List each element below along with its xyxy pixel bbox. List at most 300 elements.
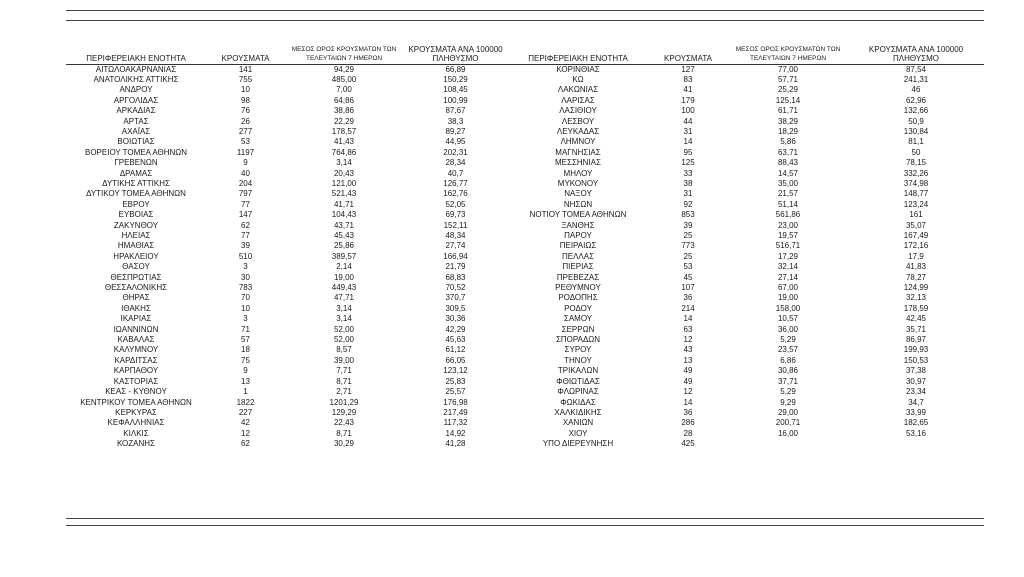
left-region-name: ΔΥΤΙΚΟΥ ΤΟΜΕΑ ΑΘΗΝΩΝ	[86, 189, 186, 199]
left-cases-count: 62	[241, 439, 250, 449]
left-avg-7day: 19,00	[333, 272, 355, 282]
right-avg-7day: 19,00	[777, 293, 799, 303]
right-avg-7day: 32,14	[777, 262, 799, 272]
left-cases-count: 42	[241, 418, 250, 428]
left-region-name: ΙΩΑΝΝΙΝΩΝ	[113, 324, 159, 334]
left-region-name: ΕΒΡΟΥ	[122, 199, 150, 209]
left-per-100k: 48,34	[445, 231, 466, 240]
right-avg-7day: 35,00	[777, 178, 799, 188]
table-row	[66, 200, 984, 210]
left-region-name: ΑΝΔΡΟΥ	[119, 85, 153, 95]
left-per-100k: 14,92	[445, 428, 466, 438]
header-cases-left: ΚΡΟΥΣΜΑΤΑ	[206, 44, 285, 64]
table-row	[66, 314, 984, 324]
header-cases-right: ΚΡΟΥΣΜΑΤΑ	[648, 44, 728, 64]
right-cases-count: 45	[683, 272, 693, 282]
right-avg-7day: 19,57	[777, 231, 799, 240]
right-region-name: ΡΕΘΥΜΝΟΥ	[555, 283, 601, 293]
table-row	[66, 241, 984, 251]
right-per-100k: 17,9	[908, 251, 924, 261]
right-region-name: ΣΥΡΟΥ	[564, 345, 592, 355]
right-avg-7day: 17,29	[777, 251, 799, 261]
right-avg-7day: 16,00	[777, 428, 799, 438]
left-avg-7day: 178,57	[331, 126, 357, 136]
left-cases-count: 18	[241, 345, 250, 355]
left-cases-count: 510	[238, 251, 253, 261]
right-per-100k: 33,99	[905, 407, 927, 417]
right-cases-count: 43	[683, 345, 693, 355]
right-region-name: ΦΘΙΩΤΙΔΑΣ	[556, 376, 600, 386]
table-row	[66, 335, 984, 345]
left-per-100k: 166,94	[443, 251, 468, 261]
left-region-name: ΑΡΤΑΣ	[123, 116, 149, 126]
header-region-right: ΠΕΡΙΦΕΡΕΙΑΚΗ ΕΝΟΤΗΤΑ	[508, 44, 648, 64]
left-avg-7day: 764,86	[331, 147, 357, 157]
left-avg-7day: 45,43	[333, 231, 355, 240]
right-region-name: ΧΙΟΥ	[568, 428, 588, 438]
left-cases-count: 9	[243, 366, 248, 376]
right-per-100k: 123,24	[903, 199, 929, 209]
left-per-100k: 27,74	[445, 241, 466, 251]
right-per-100k: 34,7	[908, 397, 924, 407]
right-avg-7day: 9,29	[780, 397, 796, 407]
right-region-name: ΛΑΣΙΘΙΟΥ	[559, 106, 597, 116]
left-avg-7day: 7,00	[336, 85, 352, 95]
left-per-100k: 70,52	[445, 283, 466, 293]
table-row	[66, 377, 984, 387]
left-cases-count: 62	[241, 220, 250, 230]
right-per-100k	[848, 439, 984, 449]
right-avg-7day: 6,86	[780, 355, 796, 365]
left-region-name: ΘΗΡΑΣ	[122, 293, 150, 303]
left-per-100k: 66,89	[445, 64, 466, 74]
right-avg-7day	[728, 439, 848, 449]
left-avg-7day: 47,71	[333, 293, 355, 303]
left-region-name: ΑΡΓΟΛΙΔΑΣ	[113, 95, 159, 105]
left-region-name: ΑΡΚΑΔΙΑΣ	[116, 106, 156, 116]
left-avg-7day: 22,29	[333, 116, 355, 126]
left-region-name: ΚΕΝΤΡΙΚΟΥ ΤΟΜΕΑ ΑΘΗΝΩΝ	[80, 397, 192, 407]
table-row	[66, 304, 984, 314]
right-per-100k: 78,27	[905, 272, 927, 282]
right-avg-7day: 200,71	[775, 418, 801, 428]
left-region-name: ΙΘΑΚΗΣ	[121, 303, 151, 313]
left-per-100k: 217,49	[443, 407, 468, 417]
left-avg-7day: 94,29	[333, 64, 355, 74]
right-region-name: ΚΟΡΙΝΘΙΑΣ	[556, 64, 600, 74]
table-row	[66, 148, 984, 158]
left-per-100k: 202,31	[443, 147, 468, 157]
left-per-100k: 40,7	[447, 168, 464, 178]
right-region-name: ΤΡΙΚΑΛΩΝ	[557, 366, 599, 376]
left-cases-count: 147	[238, 210, 253, 220]
table-row	[66, 169, 984, 179]
right-avg-7day: 23,57	[777, 345, 799, 355]
left-avg-7day: 43,71	[333, 220, 355, 230]
left-avg-7day: 20,43	[333, 168, 355, 178]
right-avg-7day: 27,14	[777, 272, 799, 282]
right-region-name: ΦΛΩΡΙΝΑΣ	[557, 387, 599, 397]
right-cases-count: 12	[683, 335, 693, 345]
right-region-name: ΠΡΕΒΕΖΑΣ	[556, 272, 600, 282]
right-region-name: ΛΑΡΙΣΑΣ	[561, 95, 595, 105]
right-avg-7day: 5,86	[780, 137, 796, 147]
table-row	[66, 96, 984, 106]
right-avg-7day: 18,29	[777, 126, 799, 136]
right-cases-count: 125	[681, 158, 695, 168]
left-region-name: ΚΕΡΚΥΡΑΣ	[115, 407, 157, 417]
right-cases-count: 179	[681, 95, 695, 105]
table-row	[66, 325, 984, 335]
left-region-name: ΑΧΑΪΑΣ	[121, 126, 151, 136]
cases-table	[66, 44, 984, 450]
table-row	[66, 189, 984, 199]
left-per-100k: 45,63	[445, 335, 466, 345]
left-region-name: ΔΥΤΙΚΗΣ ΑΤΤΙΚΗΣ	[102, 178, 170, 188]
left-cases-count: 76	[241, 106, 250, 116]
left-per-100k: 89,27	[445, 126, 466, 136]
left-per-100k: 309,5	[445, 303, 466, 313]
right-per-100k: 23,34	[905, 387, 927, 397]
right-cases-count: 31	[683, 189, 693, 199]
right-per-100k: 132,66	[903, 106, 929, 116]
left-cases-count: 57	[241, 335, 250, 345]
right-cases-count: 13	[683, 355, 693, 365]
table-row	[66, 418, 984, 428]
right-per-100k: 182,65	[903, 418, 929, 428]
table-row	[66, 356, 984, 366]
right-avg-7day: 10,57	[777, 314, 799, 324]
left-cases-count: 9	[243, 158, 248, 168]
right-cases-count: 83	[683, 74, 693, 84]
left-region-name: ΗΜΑΘΙΑΣ	[117, 241, 155, 251]
right-avg-7day: 125,14	[775, 95, 801, 105]
left-avg-7day: 104,43	[331, 210, 357, 220]
table-row	[66, 408, 984, 418]
right-per-100k: 78,15	[905, 158, 927, 168]
left-per-100k: 21,79	[445, 262, 466, 272]
left-cases-count: 10	[241, 303, 250, 313]
left-region-name: ΖΑΚΥΝΘΟΥ	[113, 220, 159, 230]
right-avg-7day: 30,86	[777, 366, 799, 376]
right-region-name: ΝΑΞΟΥ	[564, 189, 592, 199]
left-cases-count: 3	[243, 262, 248, 272]
left-region-name: ΚΕΦΑΛΛΗΝΙΑΣ	[107, 418, 165, 428]
right-avg-7day: 36,00	[777, 324, 799, 334]
left-region-name: ΙΚΑΡΙΑΣ	[120, 314, 152, 324]
right-region-name: ΡΟΔΟΥ	[564, 303, 592, 313]
left-region-name: ΘΑΣΟΥ	[122, 262, 150, 272]
table-header-row	[66, 44, 984, 64]
right-per-100k: 148,77	[903, 189, 929, 199]
right-per-100k: 167,49	[903, 231, 929, 240]
table-row	[66, 210, 984, 220]
right-per-100k: 199,93	[903, 345, 929, 355]
right-region-name: ΜΕΣΣΗΝΙΑΣ	[555, 158, 601, 168]
right-per-100k: 62,96	[905, 95, 927, 105]
right-cases-count: 107	[681, 283, 695, 293]
left-cases-count: 98	[241, 95, 250, 105]
left-per-100k: 68,83	[445, 272, 466, 282]
right-avg-7day: 88,43	[777, 158, 799, 168]
left-cases-count: 755	[238, 74, 253, 84]
right-region-name: ΜΥΚΟΝΟΥ	[557, 178, 599, 188]
left-region-name: ΚΙΛΚΙΣ	[123, 428, 149, 438]
right-region-name: ΜΑΓΝΗΣΙΑΣ	[555, 147, 601, 157]
left-cases-count: 13	[241, 376, 250, 386]
right-region-name: ΤΗΝΟΥ	[564, 355, 592, 365]
left-cases-count: 141	[238, 64, 253, 74]
right-per-100k: 50	[911, 147, 921, 157]
left-avg-7day: 3,14	[336, 314, 352, 324]
right-cases-count: 53	[683, 262, 693, 272]
bottom-rule	[66, 518, 984, 519]
table-row	[66, 85, 984, 95]
left-per-100k: 38,3	[447, 116, 464, 126]
right-per-100k: 172,16	[903, 241, 929, 251]
right-per-100k: 150,53	[903, 355, 929, 365]
left-avg-7day: 485,00	[331, 74, 357, 84]
left-avg-7day: 121,00	[331, 178, 357, 188]
top-rule-secondary	[66, 20, 984, 21]
left-per-100k: 126,77	[443, 178, 468, 188]
left-per-100k: 52,05	[445, 199, 466, 209]
left-avg-7day: 129,29	[331, 407, 357, 417]
left-cases-count: 75	[241, 355, 250, 365]
left-avg-7day: 64,86	[333, 95, 355, 105]
right-region-name: ΣΠΟΡΑΔΩΝ	[555, 335, 601, 345]
right-cases-count: 44	[683, 116, 693, 126]
header-avg-right: ΜΕΣΟΣ ΟΡΟΣ ΚΡΟΥΣΜΑΤΩΝ ΤΩΝ ΤΕΛΕΥΤΑΙΩΝ 7 ΗΜΕΡΩΝ	[728, 44, 848, 64]
right-per-100k: 37,38	[905, 366, 927, 376]
right-per-100k: 46	[911, 85, 921, 95]
right-region-name: ΝΗΣΩΝ	[563, 199, 593, 209]
left-avg-7day: 22,43	[333, 418, 355, 428]
left-avg-7day: 8,57	[336, 345, 352, 355]
left-region-name: ΒΟΙΩΤΙΑΣ	[117, 137, 155, 147]
left-cases-count: 1	[243, 387, 248, 397]
right-per-100k: 161	[909, 210, 923, 220]
left-cases-count: 30	[241, 272, 250, 282]
table-row	[66, 345, 984, 355]
right-cases-count: 36	[683, 293, 693, 303]
left-region-name: ΑΝΑΤΟΛΙΚΗΣ ΑΤΤΙΚΗΣ	[93, 74, 179, 84]
left-avg-7day: 8,71	[336, 428, 352, 438]
right-per-100k: 81,1	[908, 137, 924, 147]
left-avg-7day: 8,71	[336, 376, 352, 386]
left-cases-count: 77	[241, 231, 250, 240]
left-per-100k: 69,73	[445, 210, 466, 220]
right-per-100k: 35,07	[905, 220, 927, 230]
left-per-100k: 100,99	[443, 95, 468, 105]
left-avg-7day: 39,00	[333, 355, 355, 365]
left-cases-count: 40	[241, 168, 250, 178]
right-region-name: ΠΕΛΛΑΣ	[561, 251, 595, 261]
right-per-100k: 178,59	[903, 303, 929, 313]
table-row	[66, 117, 984, 127]
left-per-100k: 123,12	[443, 366, 468, 376]
right-avg-7day: 158,00	[775, 303, 801, 313]
left-cases-count: 71	[241, 324, 250, 334]
right-avg-7day: 21,57	[777, 189, 799, 199]
left-per-100k: 30,36	[445, 314, 466, 324]
table-row	[66, 293, 984, 303]
left-per-100k: 370,7	[445, 293, 466, 303]
right-cases-count: 28	[683, 428, 693, 438]
left-per-100k: 152,11	[443, 220, 468, 230]
right-cases-count: 49	[683, 376, 693, 386]
left-cases-count: 204	[238, 178, 253, 188]
table-row	[66, 252, 984, 262]
table-row	[66, 273, 984, 283]
right-region-name: ΛΕΣΒΟΥ	[561, 116, 595, 126]
right-cases-count: 25	[683, 251, 693, 261]
right-per-100k: 86,97	[905, 335, 927, 345]
left-cases-count: 12	[241, 428, 250, 438]
right-avg-7day: 5,29	[780, 387, 796, 397]
left-avg-7day: 38,86	[333, 106, 355, 116]
right-cases-count: 286	[681, 418, 695, 428]
left-per-100k: 28,34	[445, 158, 466, 168]
left-cases-count: 53	[241, 137, 250, 147]
right-cases-count: 214	[681, 303, 695, 313]
left-avg-7day: 449,43	[331, 283, 357, 293]
right-cases-count: 49	[683, 366, 693, 376]
right-per-100k: 53,16	[905, 428, 927, 438]
left-avg-7day: 41,71	[333, 199, 355, 209]
right-avg-7day: 29,00	[777, 407, 799, 417]
left-avg-7day: 2,71	[336, 387, 352, 397]
right-region-name: ΞΑΝΘΗΣ	[561, 220, 595, 230]
left-region-name: ΔΡΑΜΑΣ	[119, 168, 153, 178]
left-avg-7day: 3,14	[336, 158, 352, 168]
left-region-name: ΘΕΣΠΡΩΤΙΑΣ	[110, 272, 162, 282]
right-cases-count: 95	[683, 147, 693, 157]
left-cases-count: 797	[238, 189, 253, 199]
right-region-name: ΛΗΜΝΟΥ	[560, 137, 596, 147]
left-cases-count: 1822	[236, 397, 255, 407]
right-cases-count: 853	[681, 210, 695, 220]
left-per-100k: 66,05	[445, 355, 466, 365]
right-region-name: ΠΑΡΟΥ	[564, 231, 592, 240]
left-cases-count: 277	[238, 126, 253, 136]
table-row	[66, 366, 984, 376]
right-region-name: ΧΑΛΚΙΔΙΚΗΣ	[554, 407, 602, 417]
right-region-name: ΧΑΝΙΩΝ	[562, 418, 594, 428]
left-cases-count: 783	[238, 283, 253, 293]
left-region-name: ΚΑΡΠΑΘΟΥ	[113, 366, 159, 376]
table-row	[66, 64, 984, 75]
left-avg-7day: 2,14	[336, 262, 352, 272]
right-cases-count: 12	[683, 387, 693, 397]
right-cases-count: 25	[683, 231, 693, 240]
left-per-100k: 176,98	[443, 397, 468, 407]
right-region-name: ΥΠΟ ΔΙΕΡΕΥΝΗΣΗ	[542, 439, 614, 449]
left-region-name: ΓΡΕΒΕΝΩΝ	[114, 158, 158, 168]
left-region-name: ΒΟΡΕΙΟΥ ΤΟΜΕΑ ΑΘΗΝΩΝ	[84, 147, 188, 157]
table-row	[66, 127, 984, 137]
right-region-name: ΜΗΛΟΥ	[563, 168, 593, 178]
left-region-name: ΚΑΣΤΟΡΙΑΣ	[113, 376, 159, 386]
left-cases-count: 1197	[236, 147, 255, 157]
table-body	[66, 64, 984, 450]
left-per-100k: 117,32	[443, 418, 468, 428]
right-cases-count: 39	[683, 220, 693, 230]
left-per-100k: 44,95	[445, 137, 466, 147]
table-row	[66, 106, 984, 116]
left-avg-7day: 389,57	[331, 251, 357, 261]
right-avg-7day: 61,71	[777, 106, 799, 116]
header-per100k-right: ΚΡΟΥΣΜΑΤΑ ΑΝΑ 100000 ΠΛΗΘΥΣΜΟ	[848, 44, 984, 64]
left-region-name: ΚΑΛΥΜΝΟΥ	[113, 345, 159, 355]
left-region-name: ΘΕΣΣΑΛΟΝΙΚΗΣ	[104, 283, 168, 293]
left-avg-7day: 1201,29	[329, 397, 359, 407]
left-cases-count: 39	[241, 241, 250, 251]
right-cases-count: 38	[683, 178, 693, 188]
left-per-100k: 25,83	[445, 376, 466, 386]
right-region-name: ΣΕΡΡΩΝ	[561, 324, 595, 334]
left-avg-7day: 52,00	[333, 335, 355, 345]
left-avg-7day: 25,86	[333, 241, 355, 251]
header-avg-left: ΜΕΣΟΣ ΟΡΟΣ ΚΡΟΥΣΜΑΤΩΝ ΤΩΝ ΤΕΛΕΥΤΑΙΩΝ 7 ΗΜΕΡΩΝ	[285, 44, 403, 64]
right-avg-7day: 5,29	[780, 335, 796, 345]
right-cases-count: 773	[681, 241, 695, 251]
left-cases-count: 227	[238, 407, 253, 417]
left-region-name: ΗΡΑΚΛΕΙΟΥ	[113, 251, 159, 261]
right-region-name: ΦΩΚΙΔΑΣ	[560, 397, 596, 407]
table-row	[66, 137, 984, 147]
right-region-name: ΝΟΤΙΟΥ ΤΟΜΕΑ ΑΘΗΝΩΝ	[529, 210, 627, 220]
left-avg-7day: 521,43	[331, 189, 357, 199]
right-avg-7day: 67,00	[777, 283, 799, 293]
table-row	[66, 429, 984, 439]
table-row	[66, 231, 984, 241]
right-per-100k: 50,9	[908, 116, 924, 126]
left-per-100k: 162,76	[443, 189, 468, 199]
left-region-name: ΚΑΡΔΙΤΣΑΣ	[114, 355, 158, 365]
right-region-name: ΛΕΥΚΑΔΑΣ	[556, 126, 600, 136]
right-cases-count: 425	[681, 439, 695, 449]
left-cases-count: 10	[241, 85, 250, 95]
right-region-name: ΡΟΔΟΠΗΣ	[558, 293, 598, 303]
header-region-left: ΠΕΡΙΦΕΡΕΙΑΚΗ ΕΝΟΤΗΤΑ	[66, 44, 206, 64]
left-region-name: ΚΕΑΣ - ΚΥΘΝΟΥ	[105, 387, 167, 397]
right-per-100k: 87,54	[905, 64, 927, 74]
table-row	[66, 439, 984, 449]
right-avg-7day: 77,00	[777, 64, 799, 74]
right-avg-7day: 516,71	[775, 241, 801, 251]
left-avg-7day: 30,29	[333, 439, 355, 449]
left-cases-count: 77	[241, 199, 250, 209]
right-per-100k: 130,84	[903, 126, 929, 136]
left-cases-count: 26	[241, 116, 250, 126]
right-avg-7day: 37,71	[777, 376, 799, 386]
left-avg-7day: 41,43	[333, 137, 355, 147]
left-region-name: ΚΟΖΑΝΗΣ	[116, 439, 156, 449]
table-row	[66, 179, 984, 189]
right-cases-count: 31	[683, 126, 693, 136]
right-cases-count: 127	[681, 64, 695, 74]
right-avg-7day: 51,14	[777, 199, 799, 209]
right-per-100k: 374,98	[903, 178, 929, 188]
right-cases-count: 33	[683, 168, 693, 178]
right-cases-count: 36	[683, 407, 693, 417]
right-cases-count: 14	[683, 137, 693, 147]
right-per-100k: 32,13	[905, 293, 927, 303]
right-region-name: ΠΕΙΡΑΙΩΣ	[559, 241, 597, 251]
left-region-name: ΗΛΕΙΑΣ	[121, 231, 151, 240]
right-region-name: ΛΑΚΩΝΙΑΣ	[557, 85, 599, 95]
